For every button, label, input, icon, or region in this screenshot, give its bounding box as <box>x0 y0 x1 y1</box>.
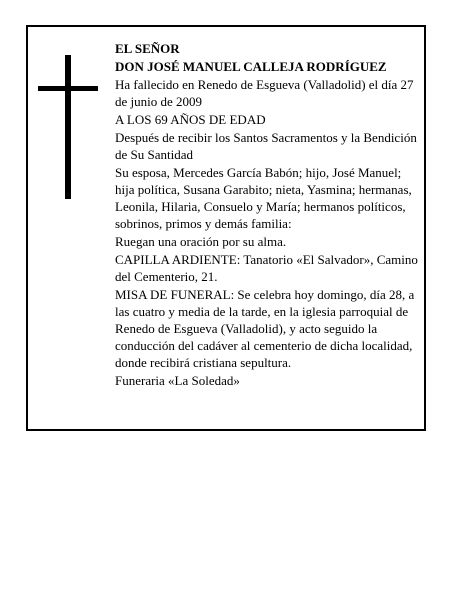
funeral-home: Funeraria «La Soledad» <box>115 373 240 388</box>
notice-text <box>115 40 421 390</box>
obituary-notice <box>26 25 426 431</box>
notice-title-honorific: EL SEÑOR <box>115 41 180 56</box>
notice-title-name: DON JOSÉ MANUEL CALLEJA RODRÍGUEZ <box>115 59 387 74</box>
chapel-details: CAPILLA ARDIENTE: Tanatorio «El Salvador», Camino del Cementerio, 21. <box>115 252 418 284</box>
family-list: Su esposa, Mercedes García Babón; hijo, José Manuel; hija política, Susana Garabito; nieta, Yasmina; hermanas, Leonila, Hilaria, Consuelo y María; hermanos políticos, sobrinos, primos y demás familia: <box>115 165 412 231</box>
sacraments-statement: Después de recibir los Santos Sacramentos y la Bendición de Su Santidad <box>115 130 417 162</box>
cross-horizontal-bar <box>38 86 98 91</box>
prayer-request: Ruegan una oración por su alma. <box>115 234 287 249</box>
funeral-mass-details: MISA DE FUNERAL: Se celebra hoy domingo, día 28, a las cuatro y media de la tarde, en la iglesia parroquial de Renedo de Esgueva (Valladolid), y acto seguido la conducción del cadáver al cementerio de dicha localidad, donde recibirá cristiana sepultura. <box>115 287 415 370</box>
age-at-death: A LOS 69 AÑOS DE EDAD <box>115 112 266 127</box>
death-announcement: Ha fallecido en Renedo de Esgueva (Valladolid) el día 27 de junio de 2009 <box>115 77 414 109</box>
latin-cross-icon <box>38 55 98 199</box>
cross-vertical-bar <box>65 55 71 199</box>
